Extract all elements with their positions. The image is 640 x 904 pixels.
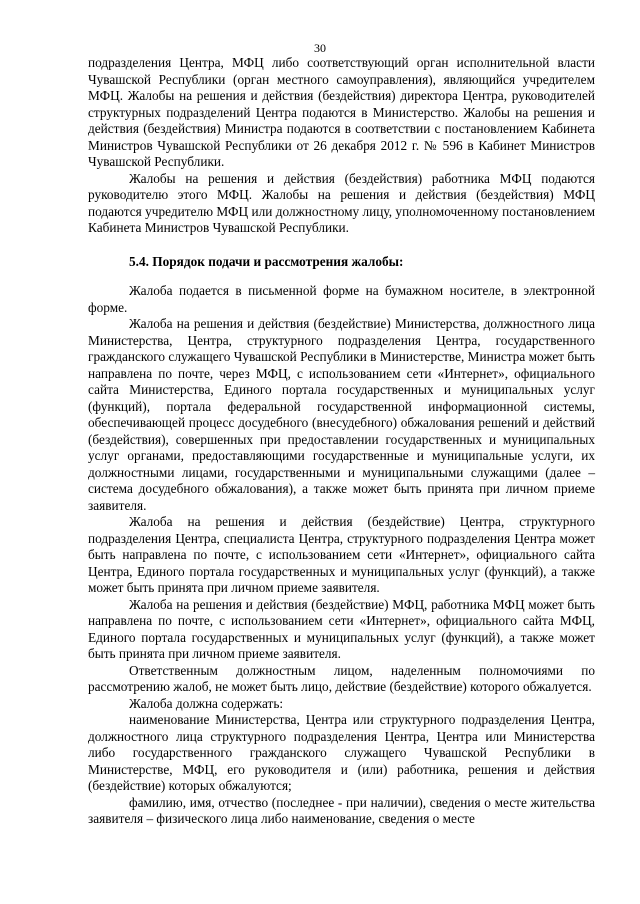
paragraph: Жалоба на решения и действия (бездействие) МФЦ, работника МФЦ может быть направлена по почте, с использованием сети «Интернет», официального сайта МФЦ, Единого портала государственных и муниципальных услуг (функций), а также может быть принята при личном приеме заявителя. bbox=[88, 596, 595, 661]
paragraph: наименование Министерства, Центра или структурного подразделения Центра, должностного лица структурного подразделения Центра, Центра или Министерства либо государственного гражданского служащего Чувашской Республики в Министерстве, МФЦ, его руководителя и (или) работника, решения и действия (бездействие) которых обжалуются; bbox=[88, 712, 595, 793]
section-heading: 5.4. Порядок подачи и рассмотрения жалобы: bbox=[129, 253, 404, 269]
paragraph: Жалоба на решения и действия (бездействие) Министерства, должностного лица Министерства, Центра, структурного подразделения Центра, государственного гражданского служащего Чувашской Республики в Министерстве, Министра может быть направлена по почте, через МФЦ, с использованием сети «Интернет», официального сайта Министерства, Единого портала государственных и муниципальных услуг (функций), портала федеральной государственной информационной системы, обеспечивающей процесс досудебного (внесудебного) обжалования решений и действий (бездействия), совершенных при предоставлении государственных и муниципальных услуг органами, предоставляющими государственные и муниципальные услуги, их должностными лицами, государственными и муниципальными служащими (далее – система досудебного обжалования), а также может быть принята при личном приеме заявителя. bbox=[88, 316, 595, 513]
paragraph: подразделения Центра, МФЦ либо соответствующий орган исполнительной власти Чувашской Республики (орган местного самоуправления), являющийся учредителем МФЦ. Жалобы на решения и действия (бездействия) директора Центра, руководителей структурных подразделений Центра подаются в Министерство. Жалобы на решения и действия (бездействия) Министра подаются в соответствии с постановлением Кабинета Министров Чувашской Республики от 26 декабря 2012 г. № 596 в Кабинет Министров Чувашской Республики. bbox=[88, 55, 595, 169]
paragraph: фамилию, имя, отчество (последнее - при наличии), сведения о месте жительства заявителя – физического лица либо наименование, сведения о месте bbox=[88, 794, 595, 826]
paragraph: Жалоба должна содержать: bbox=[129, 695, 284, 711]
paragraph: Жалоба на решения и действия (бездействие) Центра, структурного подразделения Центра, специалиста Центра, структурного подразделения Центра может быть направлена по почте, с использованием сети «Интернет», официального сайта Центра, Единого портала государственных и муниципальных услуг (функций), а также может быть принята при личном приеме заявителя. bbox=[88, 514, 595, 595]
paragraph: Ответственным должностным лицом, наделенным полномочиями по рассмотрению жалоб, не может быть лицо, действие (бездействие) которого обжалуется. bbox=[88, 662, 595, 694]
document-body bbox=[88, 55, 595, 828]
paragraph: Жалобы на решения и действия (бездействия) работника МФЦ подаются руководителю этого МФЦ. Жалобы на решения и действия (бездействия) МФЦ подаются учредителю МФЦ или должностному лицу, уполномоченному постановлением Кабинета Министров Чувашской Республики. bbox=[88, 170, 595, 235]
page-number: 30 bbox=[314, 41, 326, 55]
paragraph: Жалоба подается в письменной форме на бумажном носителе, в электронной форме. bbox=[88, 283, 595, 315]
